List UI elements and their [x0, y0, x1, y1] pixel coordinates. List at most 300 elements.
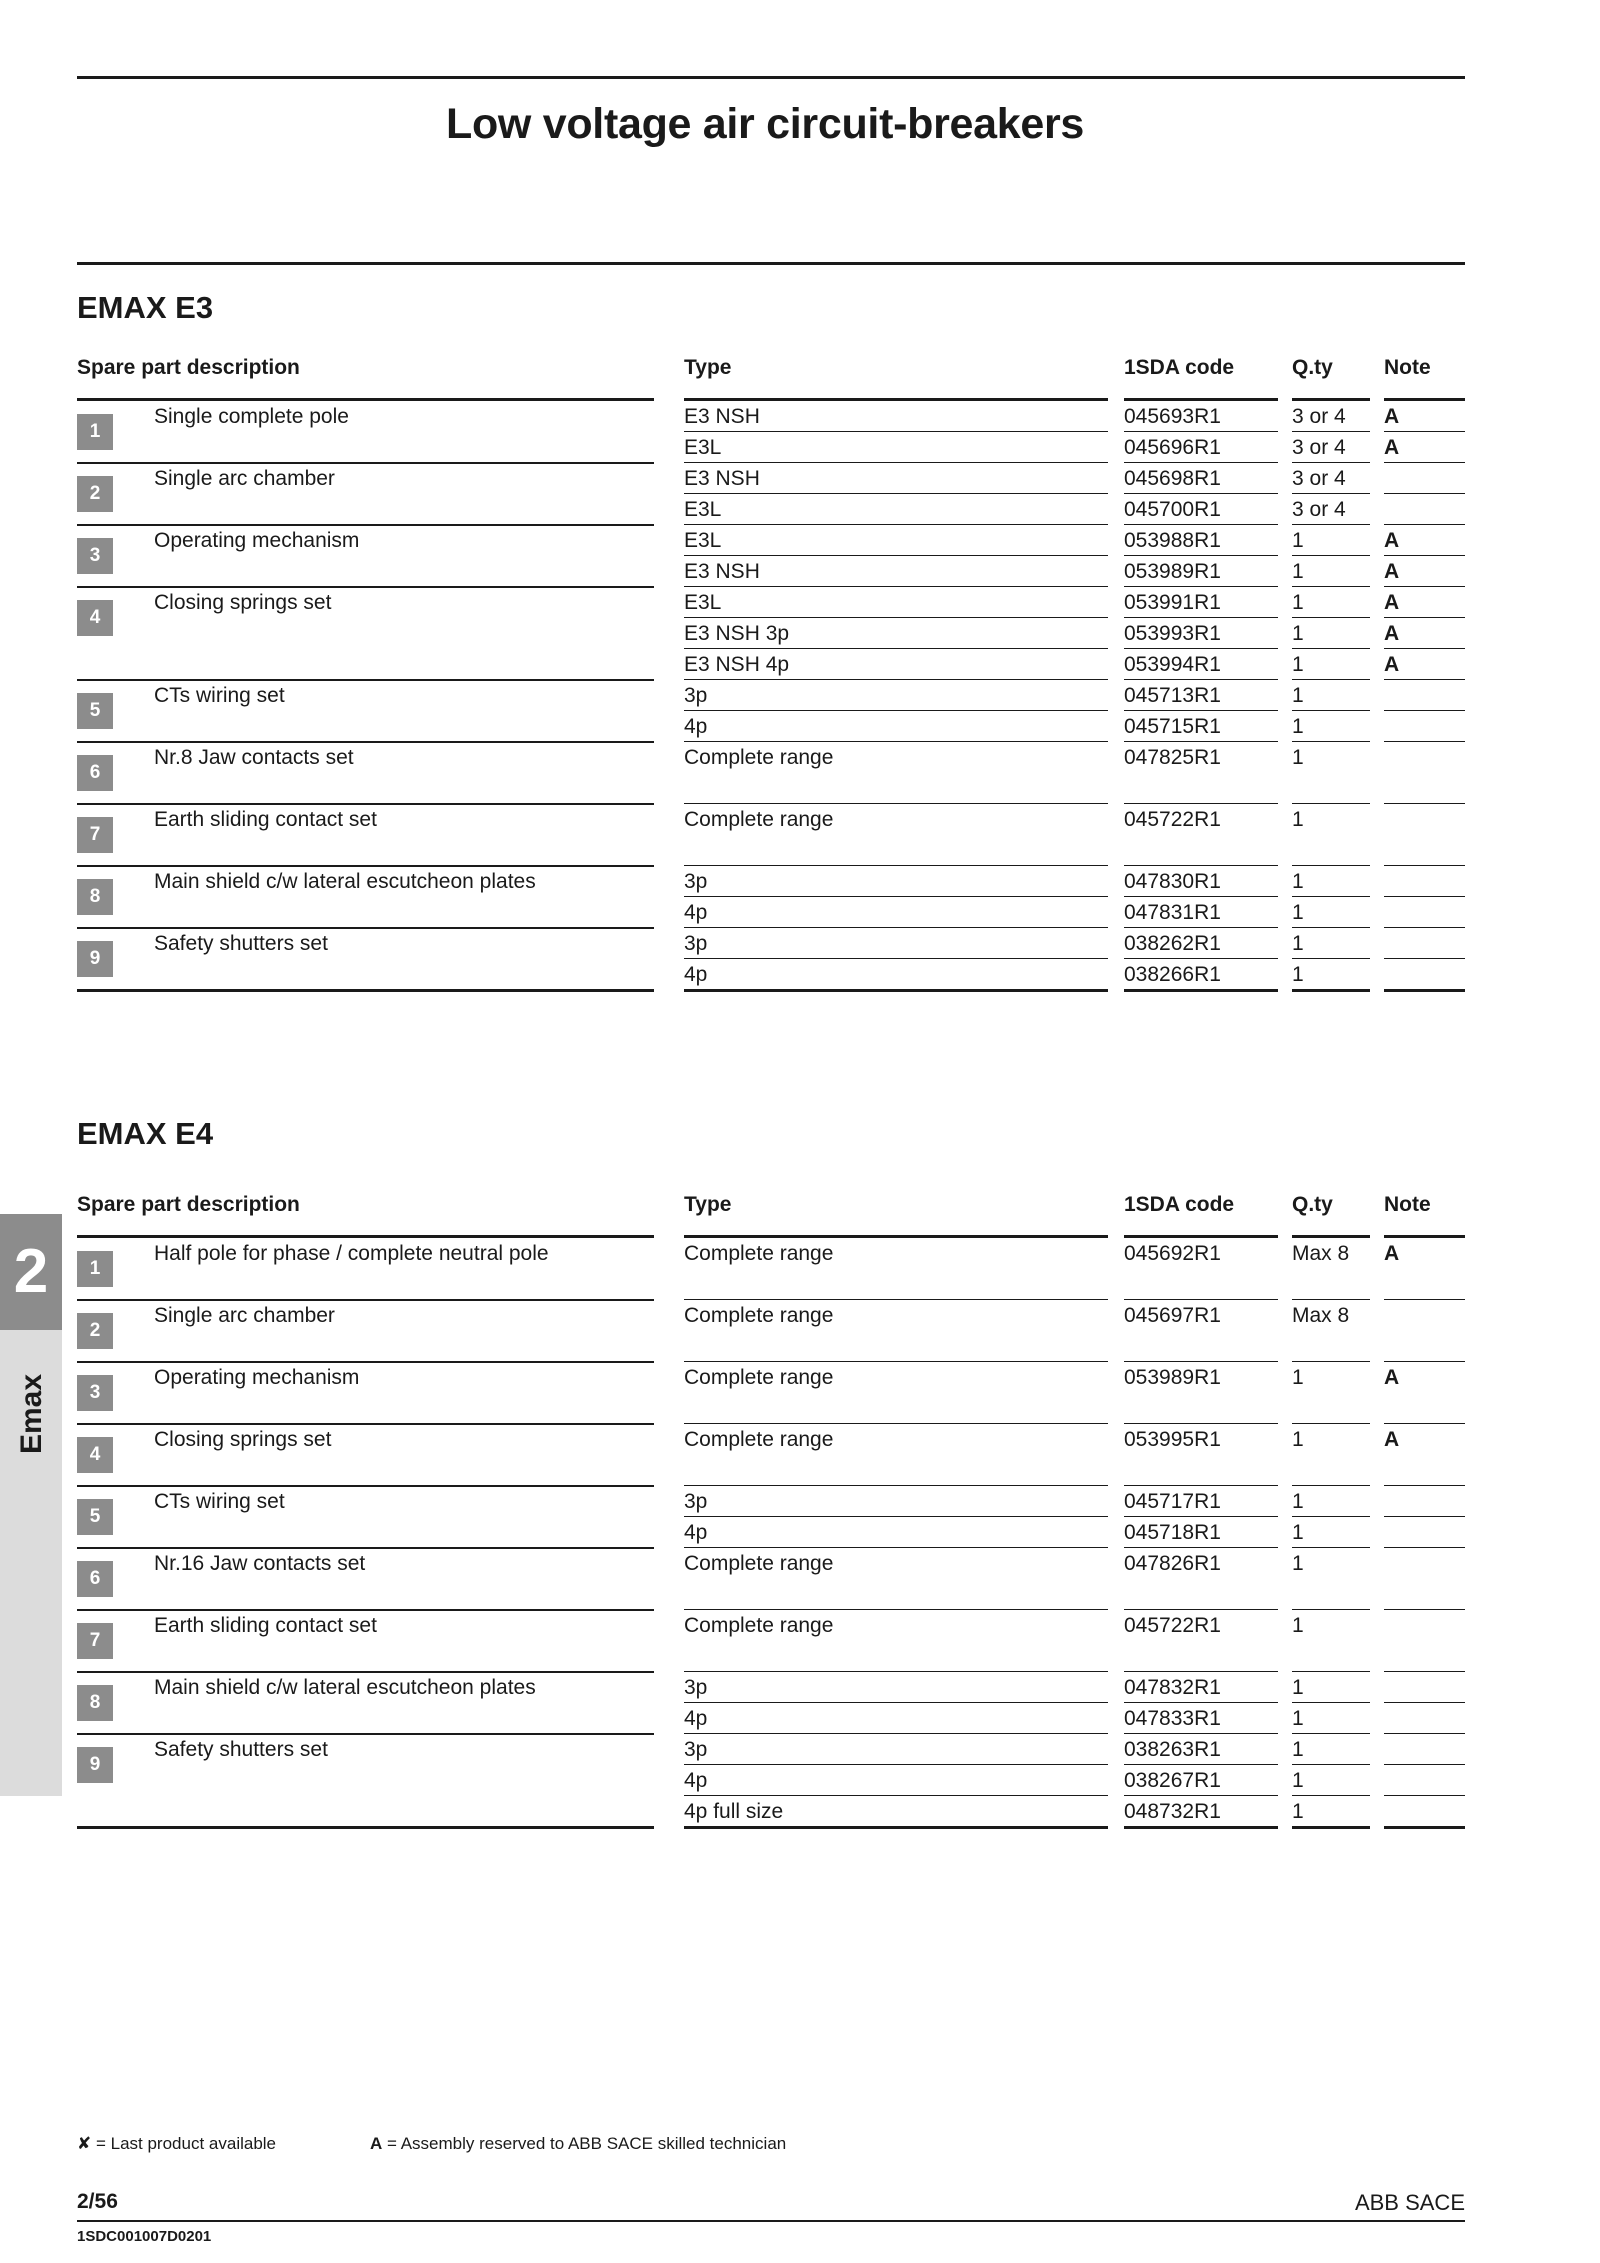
cell-note: A [1384, 529, 1400, 552]
cell-type: 3p [684, 1738, 708, 1761]
item-description: Single complete pole [154, 405, 349, 428]
cell-note: A [1384, 560, 1400, 583]
cell-code: 045717R1 [1124, 1490, 1221, 1513]
cell-qty: 1 [1292, 1676, 1304, 1699]
column-header-description: Spare part description [77, 356, 300, 379]
item-description: CTs wiring set [154, 1490, 285, 1513]
cell-qty: 1 [1292, 1428, 1304, 1451]
row-line [684, 927, 1108, 928]
cell-code: 047826R1 [1124, 1552, 1221, 1575]
section-title-e3: EMAX E3 [77, 290, 214, 325]
cell-code: 045722R1 [1124, 808, 1221, 831]
cell-qty: 1 [1292, 1769, 1304, 1792]
row-line [1384, 493, 1465, 494]
cell-code: 038266R1 [1124, 963, 1221, 986]
row-line [1292, 1361, 1370, 1362]
item-description: Earth sliding contact set [154, 1614, 377, 1637]
cell-code: 047832R1 [1124, 1676, 1221, 1699]
cell-code: 053993R1 [1124, 622, 1221, 645]
legend-assembly [370, 2134, 786, 2154]
cell-qty: 3 or 4 [1292, 436, 1346, 459]
item-separator [77, 865, 654, 867]
cell-note: A [1384, 405, 1400, 428]
row-line [1124, 493, 1278, 494]
cell-qty: 1 [1292, 808, 1304, 831]
item-separator [77, 679, 654, 681]
row-line [1124, 524, 1278, 525]
section-rule-e3 [77, 262, 1465, 265]
row-line [1292, 803, 1370, 804]
row-line [1292, 710, 1370, 711]
item-number-badge: 5 [77, 1499, 113, 1535]
cell-type: 4p [684, 1769, 708, 1792]
item-separator [77, 1826, 654, 1829]
row-line [1384, 1826, 1465, 1829]
row-line [1124, 1702, 1278, 1703]
cell-code: 053994R1 [1124, 653, 1221, 676]
document-code: 1SDC001007D0201 [77, 2228, 212, 2245]
row-line [1384, 462, 1465, 463]
header-underline [684, 398, 1108, 401]
cell-qty: 1 [1292, 715, 1304, 738]
row-line [1384, 1702, 1465, 1703]
cell-qty: 1 [1292, 870, 1304, 893]
cell-code: 053995R1 [1124, 1428, 1221, 1451]
item-separator [77, 524, 654, 526]
cell-type: 4p [684, 715, 708, 738]
item-description: Single arc chamber [154, 1304, 335, 1327]
column-header-qty: Q.ty [1292, 356, 1333, 379]
item-description: CTs wiring set [154, 684, 285, 707]
row-line [1124, 927, 1278, 928]
cell-qty: Max 8 [1292, 1242, 1350, 1265]
row-line [1384, 679, 1465, 680]
header-underline [684, 1235, 1108, 1238]
row-line [684, 741, 1108, 742]
row-line [1292, 1671, 1370, 1672]
header-underline [1384, 1235, 1465, 1238]
cell-code: 047825R1 [1124, 746, 1221, 769]
row-line [1292, 1795, 1370, 1796]
cell-type: 3p [684, 932, 708, 955]
row-line [1292, 1733, 1370, 1734]
cell-type: 4p [684, 1521, 708, 1544]
cell-note: A [1384, 1428, 1400, 1451]
column-header-qty: Q.ty [1292, 1193, 1333, 1216]
row-line [1292, 1609, 1370, 1610]
cell-qty: 1 [1292, 622, 1304, 645]
row-line [684, 679, 1108, 680]
cell-code: 045697R1 [1124, 1304, 1221, 1327]
row-line [1124, 989, 1278, 992]
cell-type: E3 NSH 4p [684, 653, 790, 676]
legend-last-text: = Last product available [91, 2134, 277, 2153]
row-line [1292, 1516, 1370, 1517]
header-underline [1124, 398, 1278, 401]
row-line [1292, 741, 1370, 742]
column-header-note: Note [1384, 356, 1431, 379]
row-line [1124, 586, 1278, 587]
cell-type: Complete range [684, 808, 834, 831]
header-underline [1384, 398, 1465, 401]
cell-type: 3p [684, 1490, 708, 1513]
brand-name: ABB SACE [1354, 2190, 1465, 2215]
row-line [1124, 1423, 1278, 1424]
row-line [1292, 1826, 1370, 1829]
cell-type: E3L [684, 529, 722, 552]
row-line [1124, 617, 1278, 618]
item-separator [77, 1547, 654, 1549]
chapter-side-tab[interactable] [0, 1214, 62, 1796]
cell-type: E3 NSH [684, 467, 760, 490]
row-line [684, 1361, 1108, 1362]
legend-a-text: = Assembly reserved to ABB SACE skilled technician [382, 2134, 787, 2153]
column-header-type: Type [684, 1193, 732, 1216]
item-number-badge: 9 [77, 941, 113, 977]
item-separator [77, 1423, 654, 1425]
chapter-label: Emax [15, 1373, 48, 1454]
cell-code: 053991R1 [1124, 591, 1221, 614]
row-line [1384, 1485, 1465, 1486]
cell-type: Complete range [684, 1428, 834, 1451]
row-line [1384, 741, 1465, 742]
cell-qty: 1 [1292, 1521, 1304, 1544]
row-line [1384, 896, 1465, 897]
row-line [1384, 617, 1465, 618]
row-line [1384, 431, 1465, 432]
row-line [1384, 1733, 1465, 1734]
cell-note: A [1384, 1366, 1400, 1389]
row-line [1292, 586, 1370, 587]
cell-type: Complete range [684, 1242, 834, 1265]
page-number: 2/56 [77, 2190, 118, 2213]
item-number-badge: 9 [77, 1747, 113, 1783]
row-line [684, 989, 1108, 992]
cell-code: 045693R1 [1124, 405, 1221, 428]
row-line [1384, 803, 1465, 804]
cell-type: E3L [684, 436, 722, 459]
column-header-type: Type [684, 356, 732, 379]
cell-qty: Max 8 [1292, 1304, 1350, 1327]
cell-code: 038263R1 [1124, 1738, 1221, 1761]
row-line [1292, 1764, 1370, 1765]
row-line [1124, 710, 1278, 711]
row-line [1124, 555, 1278, 556]
item-description: Closing springs set [154, 591, 332, 614]
cell-type: 3p [684, 1676, 708, 1699]
last-product-icon: ✘ [77, 2134, 92, 2153]
row-line [1124, 958, 1278, 959]
cell-qty: 1 [1292, 1490, 1304, 1513]
header-underline [1124, 1235, 1278, 1238]
item-number-badge: 2 [77, 476, 113, 512]
column-header-note: Note [1384, 1193, 1431, 1216]
row-line [1124, 1733, 1278, 1734]
row-line [684, 431, 1108, 432]
row-line [1124, 462, 1278, 463]
row-line [1124, 1516, 1278, 1517]
cell-type: Complete range [684, 746, 834, 769]
item-description: Nr.16 Jaw contacts set [154, 1552, 366, 1575]
item-number-badge: 6 [77, 1561, 113, 1597]
cell-qty: 1 [1292, 746, 1304, 769]
row-line [1124, 741, 1278, 742]
item-number-badge: 6 [77, 755, 113, 791]
row-line [1124, 896, 1278, 897]
cell-qty: 1 [1292, 963, 1304, 986]
item-separator [77, 586, 654, 588]
row-line [684, 617, 1108, 618]
row-line [684, 524, 1108, 525]
row-line [1124, 648, 1278, 649]
row-line [684, 1826, 1108, 1829]
row-line [1292, 989, 1370, 992]
row-line [684, 958, 1108, 959]
cell-qty: 1 [1292, 1552, 1304, 1575]
cell-code: 045696R1 [1124, 436, 1221, 459]
item-description: Half pole for phase / complete neutral pole [154, 1242, 549, 1265]
cell-note: A [1384, 591, 1400, 614]
cell-type: Complete range [684, 1552, 834, 1575]
cell-qty: 1 [1292, 1738, 1304, 1761]
cell-type: E3L [684, 498, 722, 521]
row-line [1292, 648, 1370, 649]
row-line [1124, 1361, 1278, 1362]
item-separator [77, 989, 654, 992]
cell-qty: 1 [1292, 1800, 1304, 1823]
item-number-badge: 1 [77, 1251, 113, 1287]
row-line [1292, 1485, 1370, 1486]
item-number-badge: 4 [77, 600, 113, 636]
row-line [684, 555, 1108, 556]
section-title-e4: EMAX E4 [77, 1116, 214, 1151]
cell-note: A [1384, 436, 1400, 459]
cell-code: 045718R1 [1124, 1521, 1221, 1544]
item-description: Single arc chamber [154, 467, 335, 490]
item-separator [77, 741, 654, 743]
item-number-badge: 8 [77, 1685, 113, 1721]
row-line [684, 803, 1108, 804]
cell-note: A [1384, 622, 1400, 645]
cell-code: 047833R1 [1124, 1707, 1221, 1730]
row-line [1124, 865, 1278, 866]
header-underline [77, 1235, 654, 1238]
cell-type: E3 NSH 3p [684, 622, 790, 645]
cell-code: 045700R1 [1124, 498, 1221, 521]
item-separator [77, 462, 654, 464]
header-underline [1292, 398, 1370, 401]
row-line [1384, 989, 1465, 992]
item-description: Nr.8 Jaw contacts set [154, 746, 354, 769]
footer-rule [77, 2220, 1465, 2222]
cell-code: 038267R1 [1124, 1769, 1221, 1792]
item-description: Closing springs set [154, 1428, 332, 1451]
cell-type: 4p [684, 901, 708, 924]
row-line [684, 1795, 1108, 1796]
row-line [1384, 1516, 1465, 1517]
row-line [1124, 1485, 1278, 1486]
row-line [684, 1485, 1108, 1486]
page-title: Low voltage air circuit-breakers [445, 100, 1085, 148]
cell-code: 047831R1 [1124, 901, 1221, 924]
row-line [684, 710, 1108, 711]
row-line [1292, 679, 1370, 680]
row-line [1384, 1299, 1465, 1300]
row-line [1384, 1671, 1465, 1672]
item-number-badge: 5 [77, 693, 113, 729]
cell-code: 045692R1 [1124, 1242, 1221, 1265]
row-line [684, 1733, 1108, 1734]
item-number-badge: 8 [77, 879, 113, 915]
row-line [1124, 1764, 1278, 1765]
row-line [1124, 679, 1278, 680]
row-line [1384, 586, 1465, 587]
item-description: Safety shutters set [154, 932, 328, 955]
row-line [684, 1671, 1108, 1672]
cell-qty: 3 or 4 [1292, 498, 1346, 521]
cell-code: 045713R1 [1124, 684, 1221, 707]
item-separator [77, 1609, 654, 1611]
item-separator [77, 1485, 654, 1487]
row-line [1292, 1299, 1370, 1300]
legend-a-symbol: A [370, 2134, 383, 2153]
cell-code: 053988R1 [1124, 529, 1221, 552]
row-line [1292, 524, 1370, 525]
row-line [1292, 1702, 1370, 1703]
cell-qty: 1 [1292, 653, 1304, 676]
row-line [684, 462, 1108, 463]
cell-code: 053989R1 [1124, 1366, 1221, 1389]
column-header-description: Spare part description [77, 1193, 300, 1216]
row-line [684, 1547, 1108, 1548]
cell-code: 047830R1 [1124, 870, 1221, 893]
row-line [1292, 462, 1370, 463]
row-line [1384, 1609, 1465, 1610]
row-line [1292, 431, 1370, 432]
chapter-number: 2 [0, 1214, 62, 1330]
row-line [1292, 555, 1370, 556]
cell-code: 048732R1 [1124, 1800, 1221, 1823]
cell-code: 045698R1 [1124, 467, 1221, 490]
row-line [684, 896, 1108, 897]
top-rule [77, 76, 1465, 79]
row-line [684, 1516, 1108, 1517]
row-line [684, 1609, 1108, 1610]
legend-last-product [77, 2134, 276, 2154]
item-number-badge: 4 [77, 1437, 113, 1473]
row-line [1384, 1795, 1465, 1796]
cell-type: Complete range [684, 1366, 834, 1389]
row-line [1292, 896, 1370, 897]
row-line [1384, 865, 1465, 866]
cell-qty: 1 [1292, 901, 1304, 924]
item-description: Operating mechanism [154, 529, 360, 552]
cell-qty: 1 [1292, 1707, 1304, 1730]
row-line [1292, 927, 1370, 928]
cell-code: 053989R1 [1124, 560, 1221, 583]
row-line [684, 493, 1108, 494]
column-header-code: 1SDA code [1124, 356, 1235, 379]
cell-type: E3 NSH [684, 560, 760, 583]
cell-type: Complete range [684, 1304, 834, 1327]
item-number-badge: 1 [77, 414, 113, 450]
row-line [1384, 555, 1465, 556]
item-number-badge: 3 [77, 538, 113, 574]
row-line [1124, 1795, 1278, 1796]
row-line [1384, 1547, 1465, 1548]
row-line [1384, 1764, 1465, 1765]
row-line [1292, 1423, 1370, 1424]
cell-code: 045722R1 [1124, 1614, 1221, 1637]
cell-qty: 3 or 4 [1292, 405, 1346, 428]
item-number-badge: 7 [77, 817, 113, 853]
row-line [1124, 1826, 1278, 1829]
item-description: Main shield c/w lateral escutcheon plates [154, 870, 536, 893]
cell-qty: 1 [1292, 684, 1304, 707]
row-line [684, 586, 1108, 587]
row-line [1292, 617, 1370, 618]
row-line [1384, 1361, 1465, 1362]
row-line [684, 865, 1108, 866]
cell-qty: 3 or 4 [1292, 467, 1346, 490]
row-line [684, 1423, 1108, 1424]
row-line [684, 1702, 1108, 1703]
item-description: Main shield c/w lateral escutcheon plates [154, 1676, 536, 1699]
cell-note: A [1384, 653, 1400, 676]
cell-type: 3p [684, 684, 708, 707]
cell-note: A [1384, 1242, 1400, 1265]
cell-type: 4p [684, 963, 708, 986]
row-line [1384, 710, 1465, 711]
row-line [1124, 1671, 1278, 1672]
cell-type: Complete range [684, 1614, 834, 1637]
cell-type: 4p full size [684, 1800, 784, 1823]
item-description: Safety shutters set [154, 1738, 328, 1761]
row-line [1124, 1299, 1278, 1300]
row-line [1124, 1547, 1278, 1548]
row-line [1292, 865, 1370, 866]
row-line [1384, 958, 1465, 959]
item-number-badge: 2 [77, 1313, 113, 1349]
item-separator [77, 1361, 654, 1363]
cell-type: E3L [684, 591, 722, 614]
cell-qty: 1 [1292, 560, 1304, 583]
row-line [1384, 648, 1465, 649]
column-header-code: 1SDA code [1124, 1193, 1235, 1216]
row-line [1292, 493, 1370, 494]
row-line [1292, 958, 1370, 959]
cell-qty: 1 [1292, 1614, 1304, 1637]
item-separator [77, 927, 654, 929]
cell-type: E3 NSH [684, 405, 760, 428]
header-underline [77, 398, 654, 401]
row-line [1384, 524, 1465, 525]
cell-code: 045715R1 [1124, 715, 1221, 738]
cell-code: 038262R1 [1124, 932, 1221, 955]
row-line [1292, 1547, 1370, 1548]
cell-qty: 1 [1292, 1366, 1304, 1389]
row-line [684, 1764, 1108, 1765]
header-underline [1292, 1235, 1370, 1238]
item-description: Earth sliding contact set [154, 808, 377, 831]
row-line [684, 1299, 1108, 1300]
cell-type: 4p [684, 1707, 708, 1730]
row-line [1124, 431, 1278, 432]
cell-qty: 1 [1292, 529, 1304, 552]
item-number-badge: 3 [77, 1375, 113, 1411]
cell-type: 3p [684, 870, 708, 893]
item-separator [77, 1299, 654, 1301]
